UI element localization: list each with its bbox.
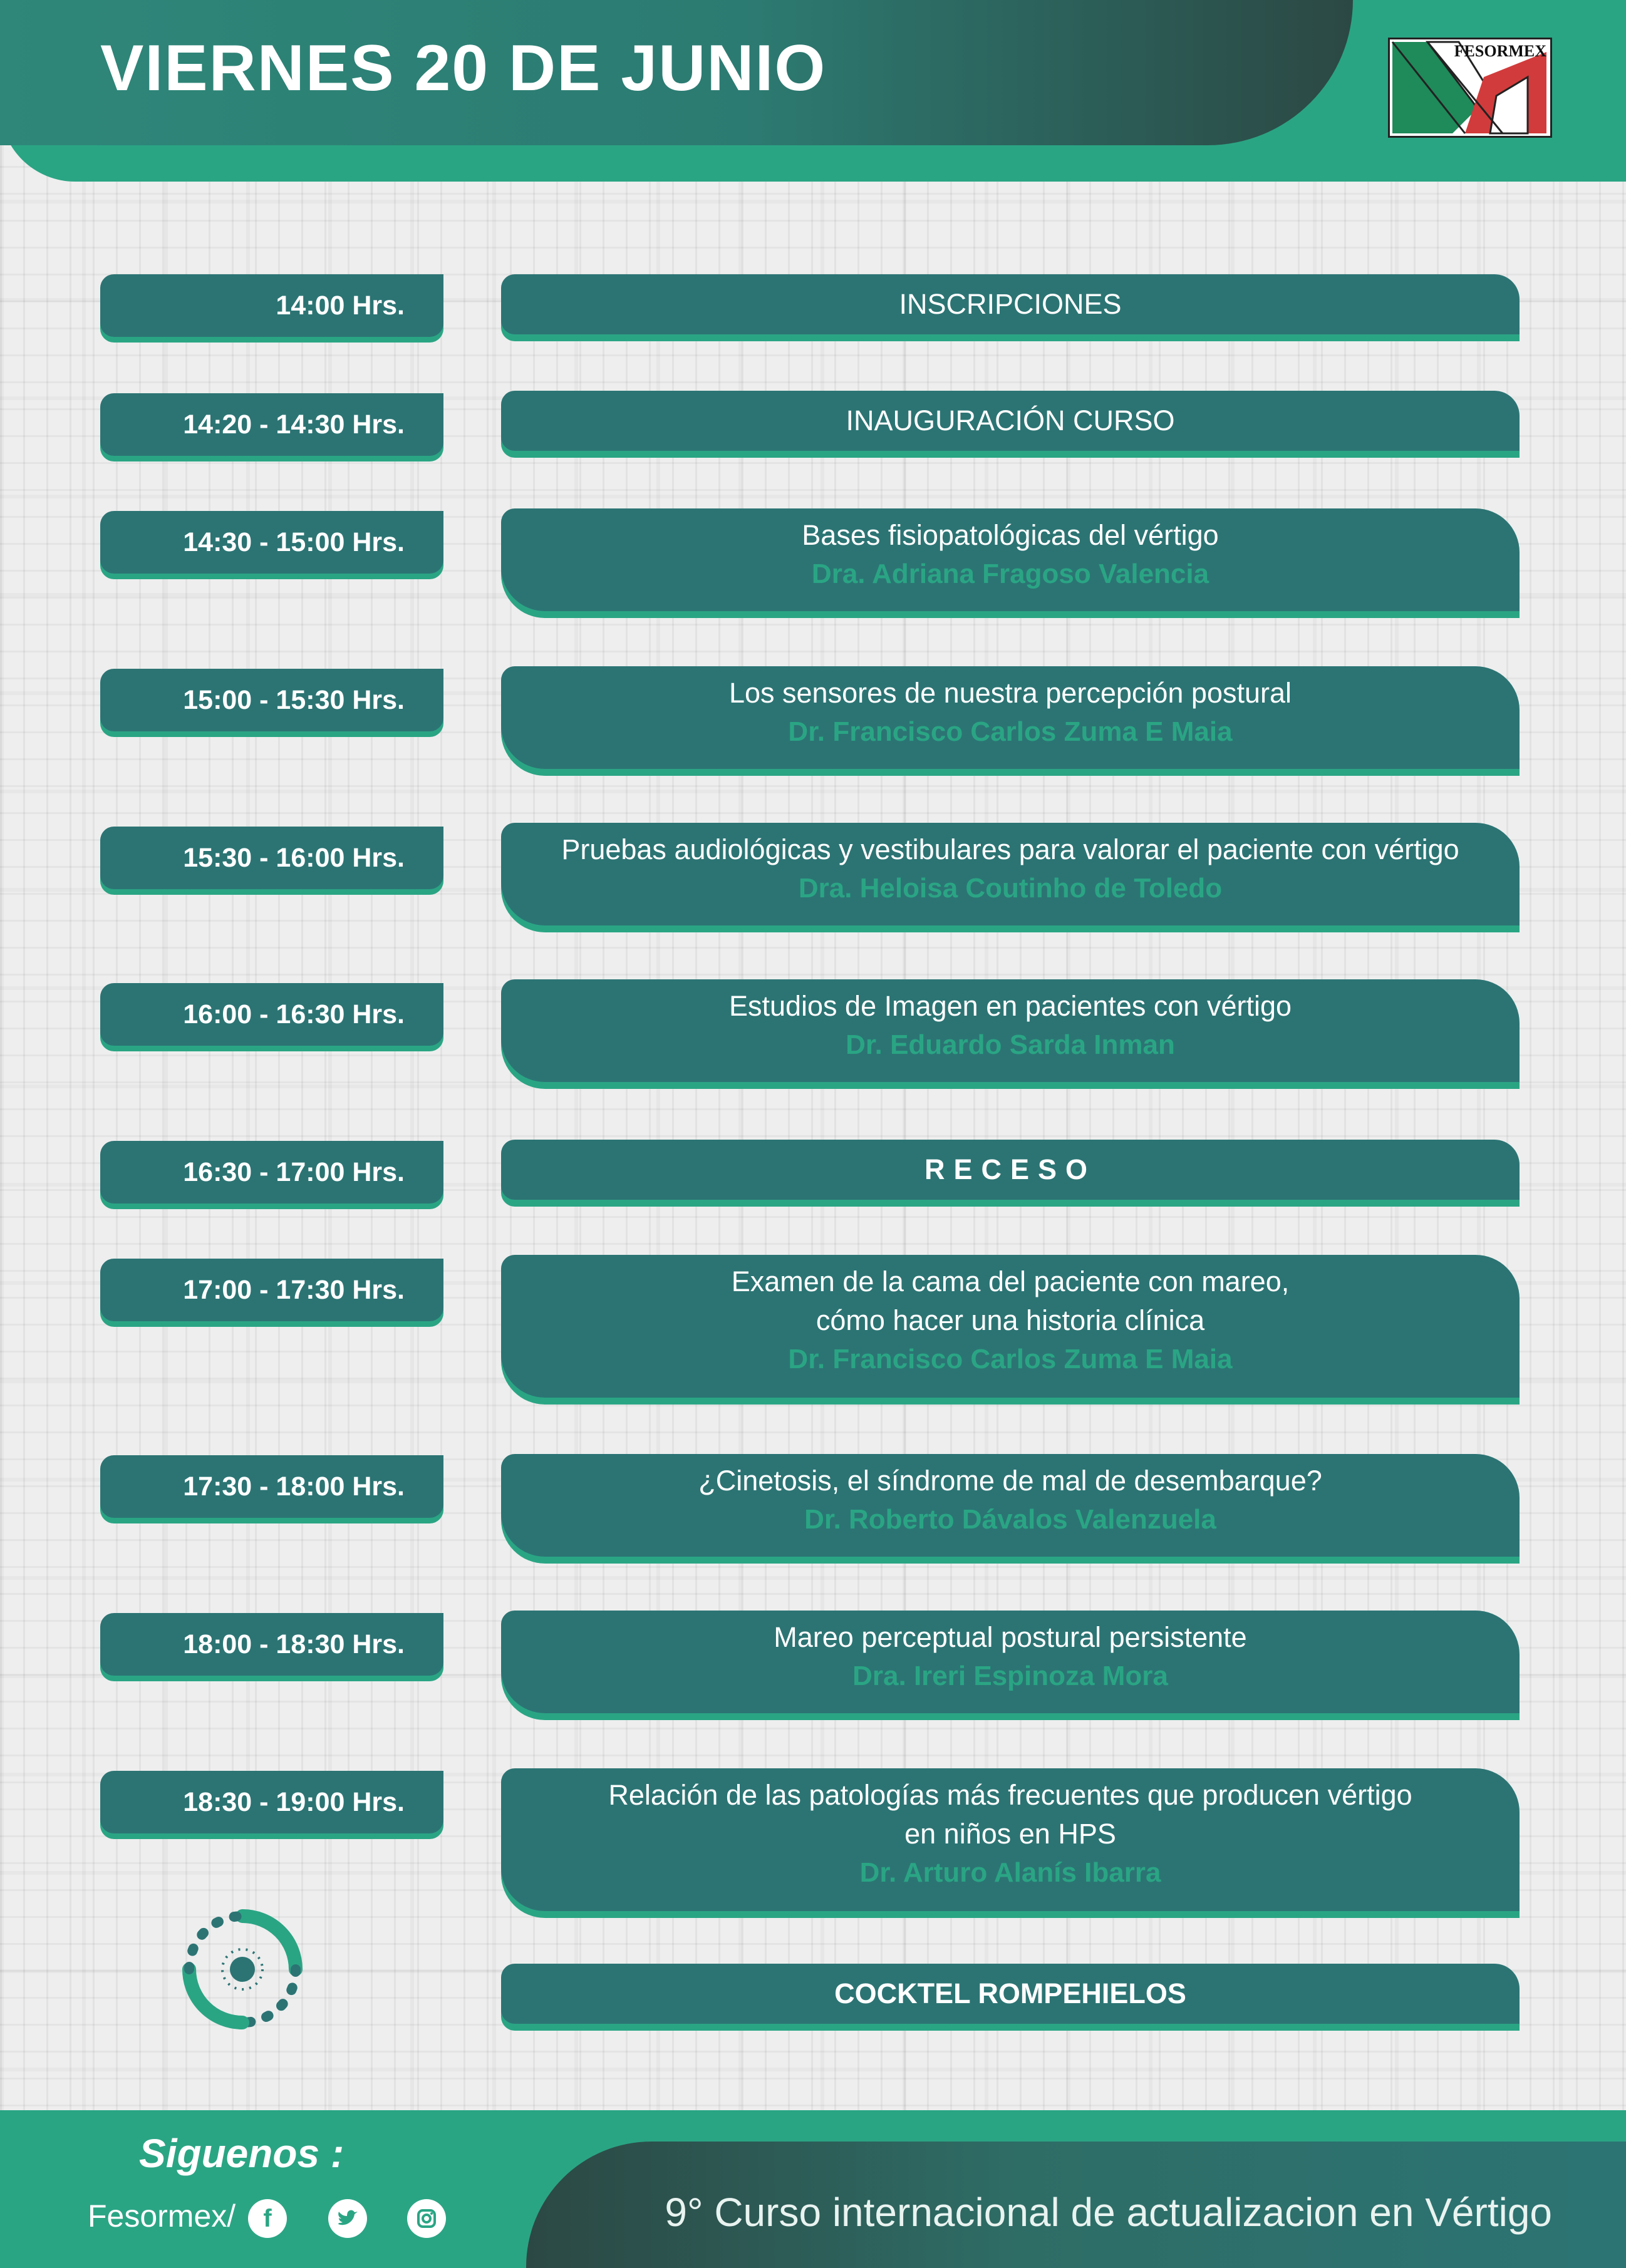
session-box xyxy=(501,1140,1520,1200)
session-box xyxy=(501,666,1520,769)
time-slot: 14:20 - 14:30 Hrs. xyxy=(100,393,443,456)
follow-label: Siguenos : xyxy=(139,2131,344,2176)
session-title: RECESO xyxy=(924,1153,1097,1185)
session-box xyxy=(501,274,1520,334)
session-box xyxy=(501,508,1520,611)
social-handle: Fesormex/ xyxy=(88,2198,236,2234)
course-name: 9° Curso internacional de actualizacion en Vértigo xyxy=(665,2190,1552,2235)
session-box xyxy=(501,1611,1520,1713)
session-title: ¿Cinetosis, el síndrome de mal de desembarque? xyxy=(698,1465,1322,1497)
session-title-line: Relación de las patologías más frecuentes que producen vértigo xyxy=(608,1779,1412,1811)
session-title-line: en niños en HPS xyxy=(904,1818,1116,1850)
session-title: Estudios de Imagen en pacientes con vértigo xyxy=(728,990,1292,1022)
session-speaker: Dr. Arturo Alanís Ibarra xyxy=(859,1857,1161,1888)
session-speaker: Dr. Francisco Carlos Zuma E Maia xyxy=(788,716,1233,747)
session-title: INSCRIPCIONES xyxy=(899,288,1122,320)
time-slot: 18:00 - 18:30 Hrs. xyxy=(100,1613,443,1676)
time-slot: 16:30 - 17:00 Hrs. xyxy=(100,1141,443,1204)
time-slot: 14:00 Hrs. xyxy=(100,274,443,337)
session-speaker: Dra. Heloisa Coutinho de Toledo xyxy=(798,873,1223,904)
session-box xyxy=(501,1768,1520,1911)
spiral-logo-icon xyxy=(164,1891,321,2048)
time-slot: 18:30 - 19:00 Hrs. xyxy=(100,1771,443,1833)
session-title: Pruebas audiológicas y vestibulares para valorar el paciente con vértigo xyxy=(561,833,1459,865)
session-box xyxy=(501,1454,1520,1557)
time-slot: 17:00 - 17:30 Hrs. xyxy=(100,1259,443,1321)
instagram-icon[interactable] xyxy=(407,2199,446,2238)
session-speaker: Dr. Roberto Dávalos Valenzuela xyxy=(804,1504,1216,1535)
session-title-line: cómo hacer una historia clínica xyxy=(816,1304,1205,1336)
session-title-line: Examen de la cama del paciente con mareo, xyxy=(731,1265,1290,1297)
session-box xyxy=(501,1255,1520,1398)
session-title: Bases fisiopatológicas del vértigo xyxy=(802,519,1219,551)
session-title: INAUGURACIÓN CURSO xyxy=(846,405,1175,436)
time-slot: 15:30 - 16:00 Hrs. xyxy=(100,827,443,889)
facebook-icon[interactable]: f xyxy=(248,2199,287,2238)
session-speaker: Dra. Ireri Espinoza Mora xyxy=(852,1661,1168,1691)
logo-text: FESORMEX xyxy=(1454,42,1546,60)
session-box xyxy=(501,391,1520,451)
session-title: Mareo perceptual postural persistente xyxy=(774,1621,1247,1653)
session-box xyxy=(501,1964,1520,2024)
session-box xyxy=(501,979,1520,1082)
page-title: VIERNES 20 DE JUNIO xyxy=(100,32,827,105)
time-slot: 15:00 - 15:30 Hrs. xyxy=(100,669,443,731)
time-slot: 17:30 - 18:00 Hrs. xyxy=(100,1455,443,1518)
session-title: Los sensores de nuestra percepción postural xyxy=(728,677,1292,709)
session-speaker: Dr. Francisco Carlos Zuma E Maia xyxy=(788,1344,1233,1374)
session-box xyxy=(501,823,1520,925)
twitter-icon[interactable] xyxy=(328,2199,367,2238)
time-slot: 14:30 - 15:00 Hrs. xyxy=(100,511,443,574)
time-slot: 16:00 - 16:30 Hrs. xyxy=(100,983,443,1046)
session-speaker: Dr. Eduardo Sarda Inman xyxy=(846,1029,1175,1060)
session-title: COCKTEL ROMPEHIELOS xyxy=(834,1977,1186,2009)
session-speaker: Dra. Adriana Fragoso Valencia xyxy=(811,559,1209,589)
page-footer xyxy=(0,2110,1626,2268)
